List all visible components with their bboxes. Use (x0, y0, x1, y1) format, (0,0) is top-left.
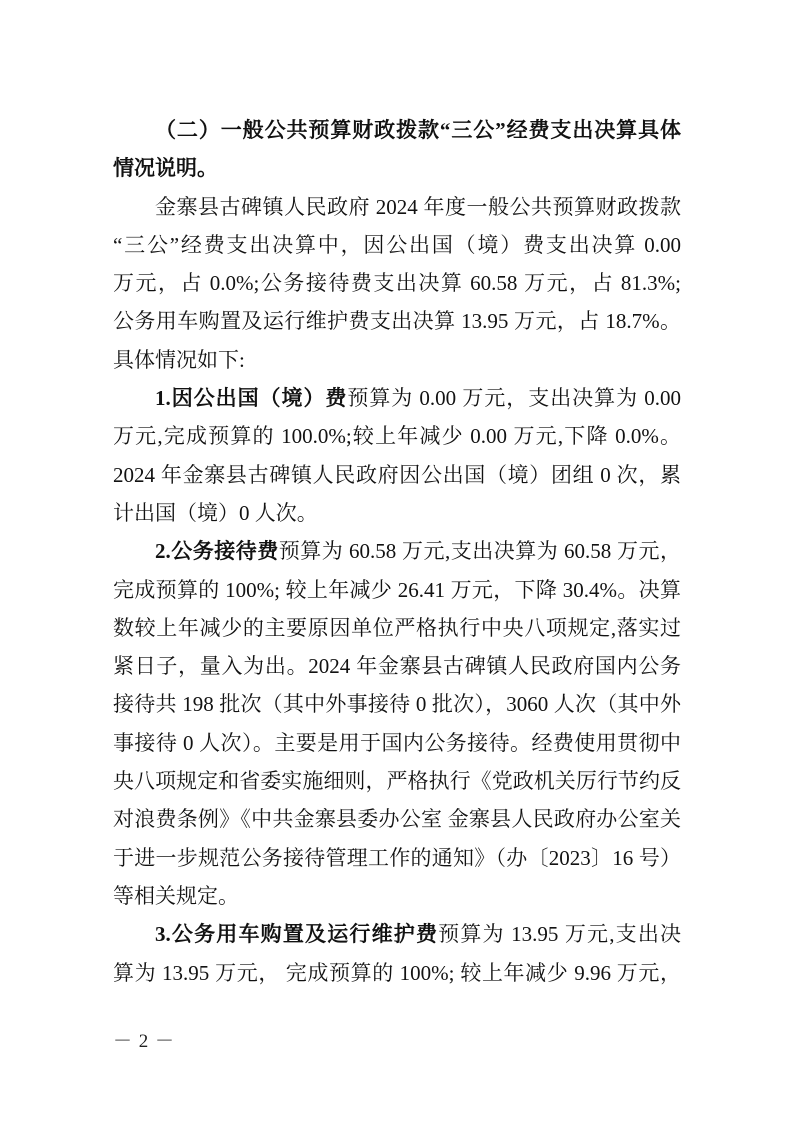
item-2-paragraph-line (113, 532, 681, 570)
intro-paragraph-line: 金寨县古碑镇人民政府 2024 年度一般公共预算财政拨款 (155, 194, 681, 219)
item-2-paragraph-line: 数较上年减少的主要原因单位严格执行中央八项规定,落实过 (113, 615, 681, 640)
intro-paragraph-line: 公务用车购置及运行维护费支出决算 13.95 万元，占 18.7%。 (113, 309, 681, 334)
intro-paragraph-line: “三公”经费支出决算中，因公出国（境）费支出决算 0.00 (113, 232, 681, 257)
item-2-text: 预算为 60.58 万元,支出决算为 60.58 万元， (278, 539, 681, 564)
item-1-text: 预算为 0.00 万元，支出决算为 0.00 (347, 386, 681, 411)
subsection-heading-line-2: 情况说明。 (113, 156, 218, 181)
item-2-paragraph-line: 完成预算的 100%; 较上年减少 26.41 万元，下降 30.4%。决算 (113, 577, 681, 602)
item-3-paragraph-line (113, 915, 681, 953)
item-1-paragraph-line (113, 379, 681, 417)
item-2-paragraph-line: 央八项规定和省委实施细则，严格执行《党政机关厉行节约反 (113, 769, 681, 794)
intro-paragraph-line: 具体情况如下: (113, 347, 245, 372)
item-2-title: 2.公务接待费 (155, 539, 279, 564)
item-2-paragraph-line: 事接待 0 人次）。主要是用于国内公务接待。经费使用贯彻中 (113, 730, 681, 755)
intro-paragraph-line: 万元，占 0.0%;公务接待费支出决算 60.58 万元，占 81.3%; (113, 271, 681, 296)
item-2-paragraph-line: 等相关规定。 (113, 883, 239, 908)
item-2-paragraph-line: 接待共 198 批次（其中外事接待 0 批次），3060 人次（其中外 (113, 692, 681, 717)
item-3-text: 预算为 13.95 万元,支出决 (438, 922, 682, 947)
item-1-paragraph-line: 万元,完成预算的 100.0%;较上年减少 0.00 万元,下降 0.0%。 (113, 424, 681, 449)
item-2-paragraph-line: 紧日子，量入为出。2024 年金寨县古碑镇人民政府国内公务 (113, 654, 681, 679)
subsection-heading-line-1: （二）一般公共预算财政拨款“三公”经费支出决算具体 (155, 118, 681, 142)
item-3-paragraph-line: 算为 13.95 万元， 完成预算的 100%; 较上年减少 9.96 万元， (113, 960, 681, 985)
item-1-paragraph-line: 2024 年金寨县古碑镇人民政府因公出国（境）团组 0 次，累 (113, 462, 681, 487)
item-1-title: 1.因公出国（境）费 (155, 386, 348, 411)
item-3-title: 3.公务用车购置及运行维护费 (155, 922, 439, 947)
document-body (113, 111, 681, 992)
item-2-paragraph-line: 对浪费条例》《中共金寨县委办公室 金寨县人民政府办公室关 (113, 807, 681, 832)
item-2-paragraph-line: 于进一步规范公务接待管理工作的通知》（办〔2023〕16 号） (113, 845, 681, 870)
item-1-paragraph-line: 计出国（境）0 人次。 (113, 500, 318, 525)
page-number: － 2 － (113, 1031, 176, 1052)
